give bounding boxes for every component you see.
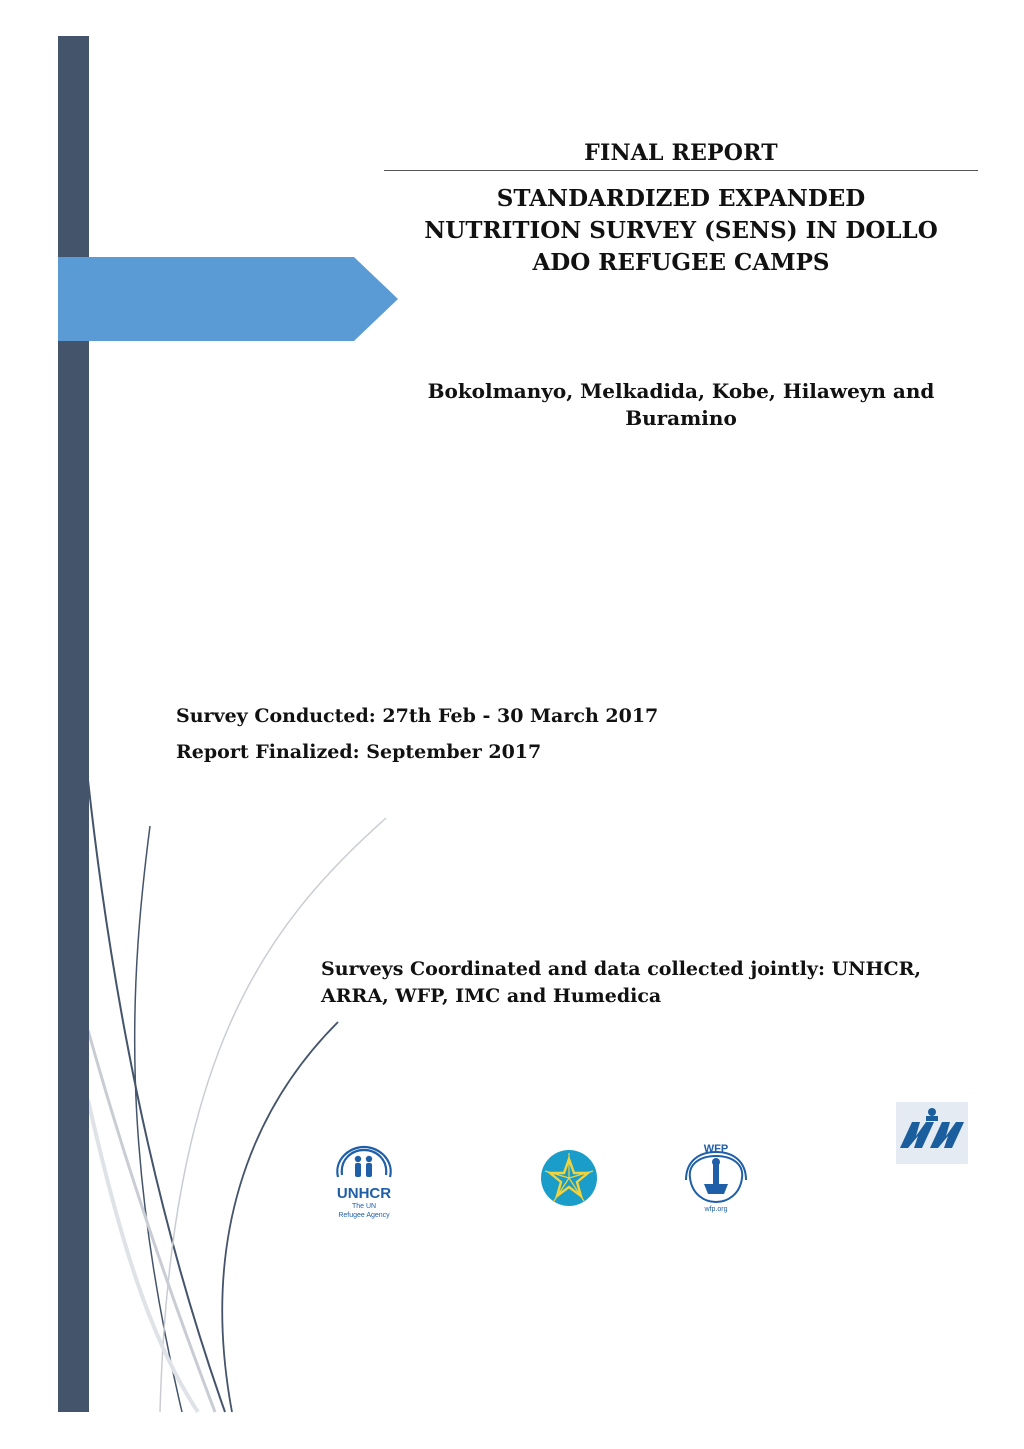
arra-emblem <box>538 1149 600 1207</box>
camps-list: Bokolmanyo, Melkadida, Kobe, Hilaweyn and Buramino <box>427 379 935 430</box>
title-block <box>384 140 978 279</box>
report-label: FINAL REPORT <box>384 140 978 171</box>
coordination-statement: Surveys Coordinated and data collected jointly: UNHCR, ARRA, WFP, IMC and Humedica <box>321 958 921 1007</box>
title-arrow-banner <box>58 257 398 341</box>
unhcr-logo <box>322 1145 406 1225</box>
humedica-logo <box>896 1102 968 1164</box>
unhcr-logo-tagline-1: The UN <box>351 1203 377 1210</box>
side-bar <box>58 36 89 1412</box>
wfp-logo-name: WFP <box>703 1143 729 1155</box>
dates-block <box>176 698 658 770</box>
report-finalized-date: Report Finalized: September 2017 <box>176 741 542 763</box>
survey-conducted-date: Survey Conducted: 27th Feb - 30 March 2017 <box>176 705 659 727</box>
unhcr-logo-name: UNHCR <box>336 1185 392 1202</box>
wfp-logo-url: wfp.org <box>704 1206 728 1213</box>
unhcr-logo-tagline-2: Refugee Agency <box>338 1212 390 1219</box>
wfp-logo <box>680 1140 752 1214</box>
report-title: STANDARDIZED EXPANDED NUTRITION SURVEY (SENS) IN DOLLO ADO REFUGEE CAMPS <box>424 185 938 276</box>
